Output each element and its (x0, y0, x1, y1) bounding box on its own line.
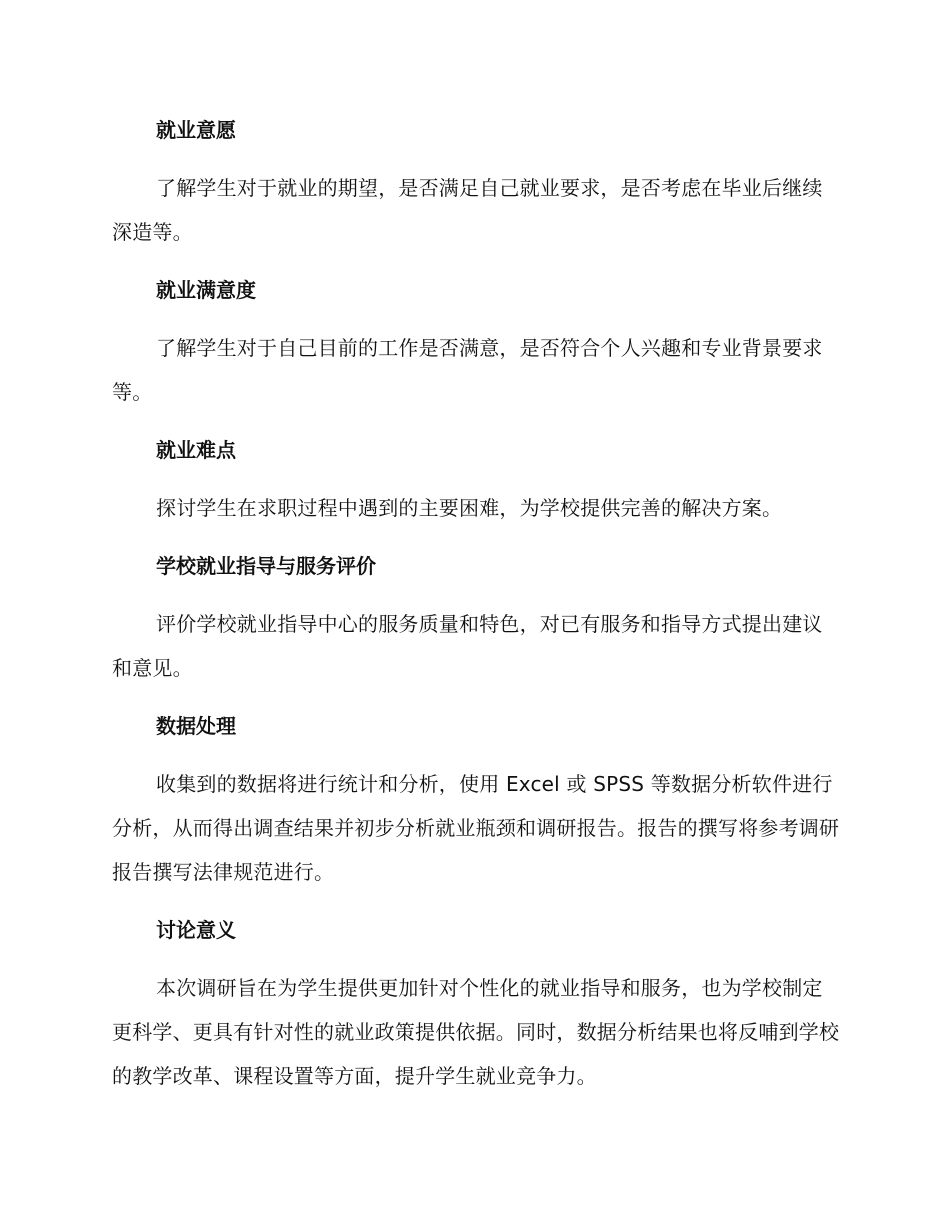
section-heading: 就业难点 (156, 438, 236, 462)
section-employment-difficulties (112, 428, 840, 530)
section-heading: 讨论意义 (156, 918, 236, 942)
section-guidance-evaluation (112, 544, 840, 690)
section-paragraph: 收集到的数据将进行统计和分析，使用 Excel 或 SPSS 等数据分析软件进行分析，从而得出调查结果并初步分析就业瓶颈和调研报告。报告的撰写将参考调研报告撰写法律规范进行。 (112, 772, 840, 884)
section-heading: 数据处理 (156, 714, 236, 738)
section-heading: 就业意愿 (156, 118, 236, 142)
section-employment-intention (112, 108, 840, 254)
section-paragraph: 探讨学生在求职过程中遇到的主要困难，为学校提供完善的解决方案。 (156, 496, 783, 520)
section-heading: 就业满意度 (156, 278, 256, 302)
section-paragraph: 了解学生对于就业的期望，是否满足自己就业要求，是否考虑在毕业后继续深造等。 (112, 176, 823, 244)
section-paragraph: 本次调研旨在为学生提供更加针对个性化的就业指导和服务，也为学校制定更科学、更具有针对性的就业政策提供依据。同时，数据分析结果也将反哺到学校的教学改革、课程设置等方面，提升学生就业竞争力。 (112, 976, 840, 1088)
section-paragraph: 了解学生对于自己目前的工作是否满意，是否符合个人兴趣和专业背景要求等。 (112, 336, 823, 404)
document-content (112, 108, 840, 1112)
section-paragraph: 评价学校就业指导中心的服务质量和特色，对已有服务和指导方式提出建议和意见。 (112, 612, 823, 680)
section-discussion-significance (112, 908, 840, 1098)
section-employment-satisfaction (112, 268, 840, 414)
section-heading: 学校就业指导与服务评价 (156, 554, 376, 578)
section-data-processing (112, 704, 840, 894)
